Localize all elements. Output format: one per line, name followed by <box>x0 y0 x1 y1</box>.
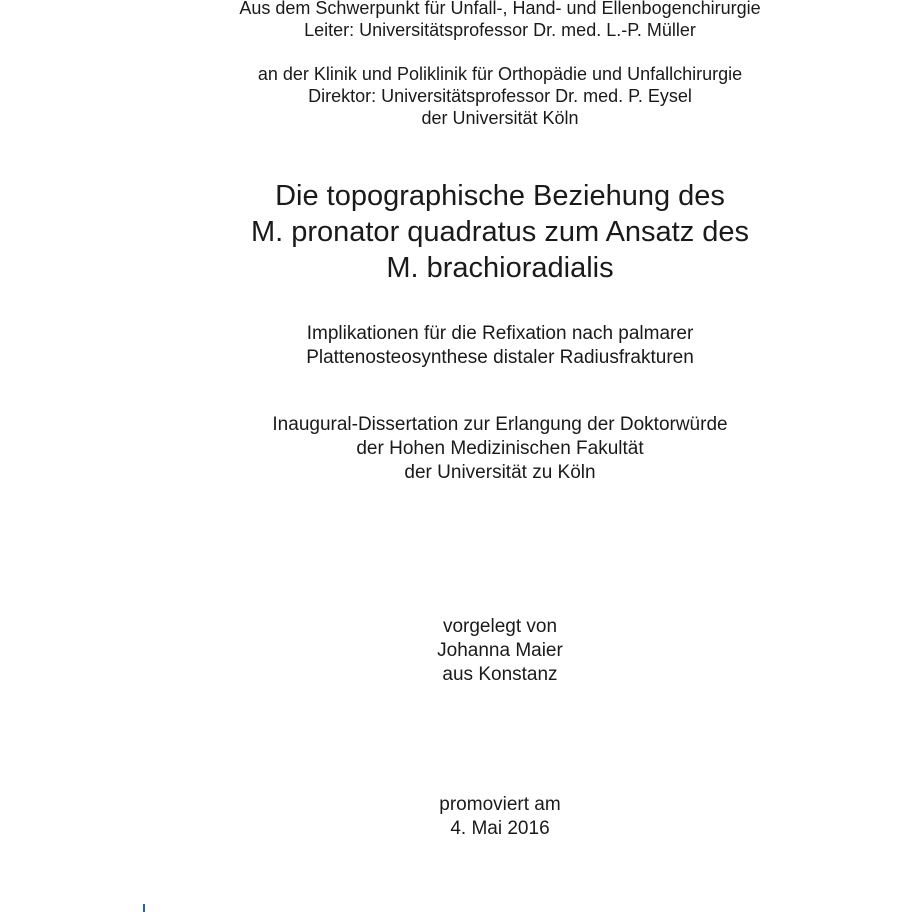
scan-mark <box>143 904 145 912</box>
clinic-line-1: an der Klinik und Poliklinik für Orthopädie und Unfallchirurgie <box>257 64 743 84</box>
clinic-director-line: Direktor: Universitätsprofessor Dr. med. P. Eysel <box>308 86 692 106</box>
promotion-block <box>0 793 915 841</box>
university-line: der Universität Köln <box>421 108 579 128</box>
thesis-title <box>0 178 915 286</box>
author-origin: aus Konstanz <box>442 664 558 685</box>
department-block <box>0 0 915 41</box>
department-line-1: Aus dem Schwerpunkt für Unfall-, Hand- und Ellenbogenchirurgie <box>239 0 761 18</box>
title-line-2: M. pronator quadratus zum Ansatz des <box>250 216 750 248</box>
title-line-1: Die topographische Beziehung des <box>275 180 725 212</box>
thesis-subtitle <box>0 322 915 370</box>
submitted-by-label: vorgelegt von <box>442 616 558 637</box>
dissertation-line-3: der Universität zu Köln <box>404 462 596 483</box>
dissertation-line-1: Inaugural-Dissertation zur Erlangung der Doktorwürde <box>272 414 728 435</box>
subtitle-line-1: Implikationen für die Refixation nach palmarer <box>306 323 694 344</box>
department-head-line: Leiter: Universitätsprofessor Dr. med. L.-P. Müller <box>304 20 696 40</box>
promotion-label: promoviert am <box>439 794 561 815</box>
dissertation-block <box>0 413 915 485</box>
title-line-3: M. brachioradialis <box>386 252 614 284</box>
clinic-block <box>0 63 915 129</box>
author-block <box>0 615 915 687</box>
author-name: Johanna Maier <box>437 640 563 661</box>
subtitle-line-2: Plattenosteosynthese distaler Radiusfrakturen <box>306 347 694 368</box>
promotion-date: 4. Mai 2016 <box>450 818 550 839</box>
dissertation-line-2: der Hohen Medizinischen Fakultät <box>356 438 644 459</box>
